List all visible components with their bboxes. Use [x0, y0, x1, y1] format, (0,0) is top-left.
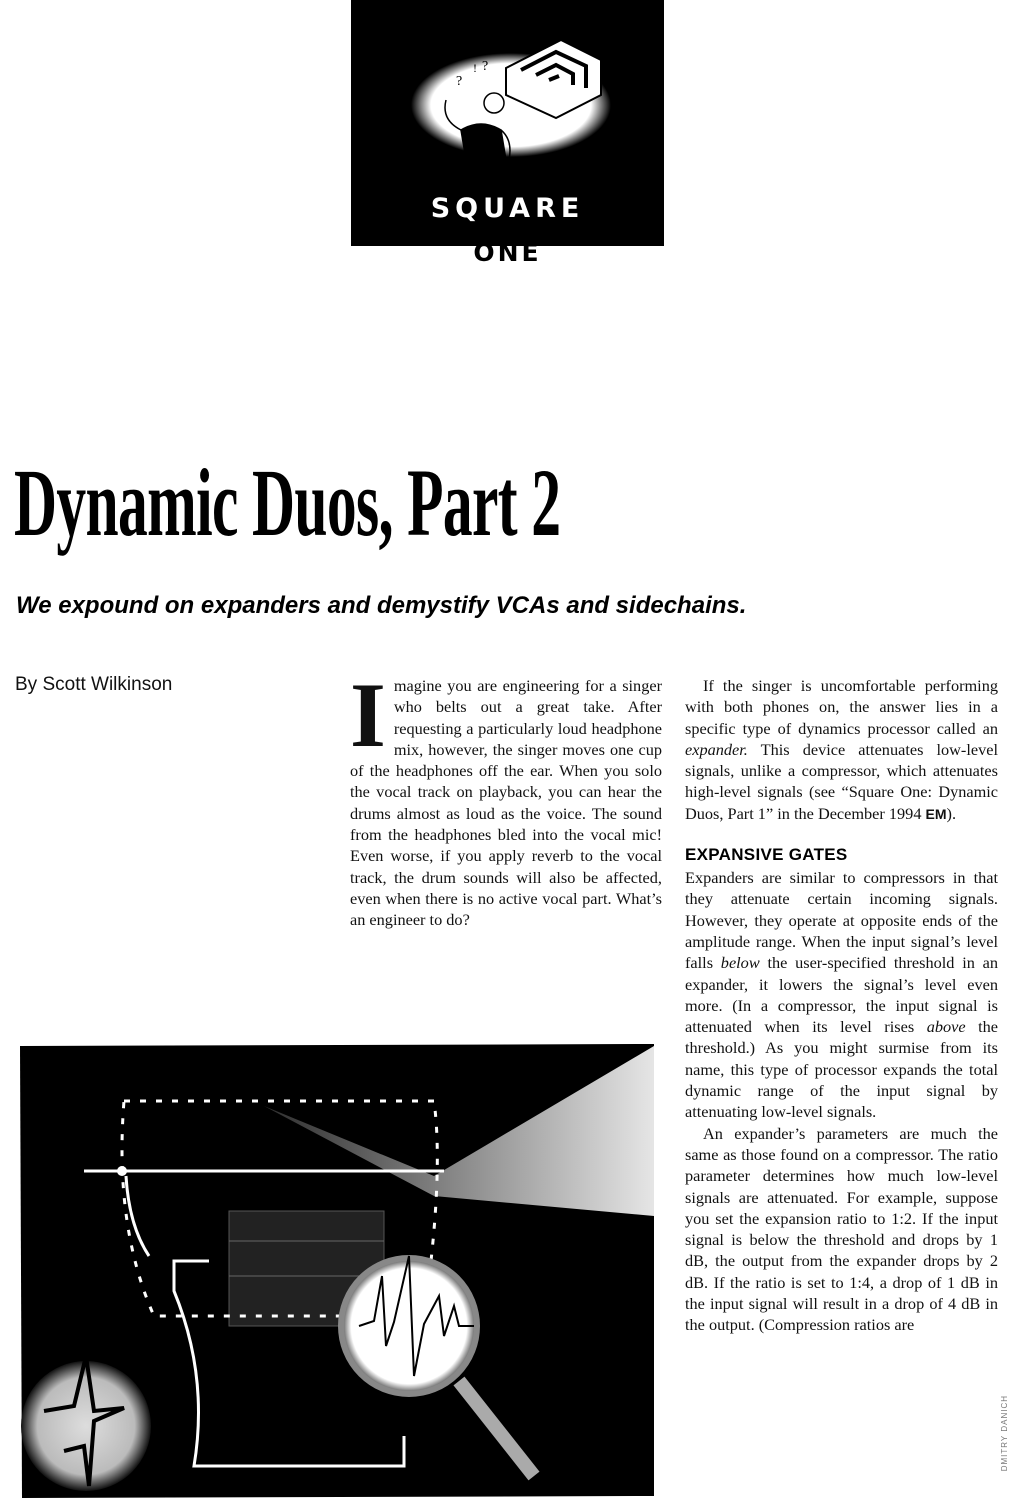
paragraph-text: Expanders are similar to compressors in that they attenuate certain incoming signals. However, they operate at opposite ends of the amplitude range. When the input signal’s level falls	[685, 868, 998, 973]
svg-text:?: ?	[482, 59, 489, 74]
body-paragraph	[350, 664, 662, 931]
body-paragraph	[685, 867, 998, 1123]
body-column-1	[350, 664, 662, 931]
department-title-one: ONE	[473, 243, 542, 266]
body-paragraph: An expander’s parameters are much the same as those found on a compressor. The ratio parameter determines how much low-level signals are attenuated. For example, suppose you set the expansion ratio to 1:2. If the input signal is below the threshold and drops by 1 dB, the output from the expander drops by 2 dB. If the ratio is set to 1:4, a drop of 1 dB in the input signal will result in a drop of 4 dB in the output. (Compression ratios are	[685, 1123, 998, 1335]
svg-text:!: !	[473, 61, 477, 75]
paragraph-text: ).	[946, 803, 957, 823]
expander-signal-flow-illustration	[14, 1026, 664, 1511]
body-column-2	[685, 675, 998, 1336]
paragraph-text: If the singer is uncomfortable performing with both phones on, the answer lies in a specific type of dynamics processor called an	[685, 676, 998, 738]
confused-man-maze-icon	[351, 0, 664, 190]
photo-credit: DMITRY DANICH	[1000, 1395, 1009, 1472]
em-magazine-logo: EM	[925, 805, 947, 822]
paragraph-text: magine you are engineering for a singer who belts out a great take. After requesting a particularly loud headphone mix, however, the singer moves one cup of the headphones off the ear. When you solo the vocal track on playback, you can hear the drums almost as loud as the voice. The sound from the headphones bled into the vocal mic! Even worse, if you apply reverb to the vocal track, the drum sounds will also be affected, even when there is no active vocal part. What’s an engineer to do?	[350, 676, 662, 930]
drop-cap: I	[350, 664, 386, 766]
paragraph-text: the threshold.) As you might surmise from its name, this type of processor expands the total dynamic range of the input signal by attenuating low-level signals.	[685, 1017, 998, 1122]
italic-term: expander.	[685, 739, 748, 759]
paragraph-text: This device attenuates low-level signals, unlike a compressor, which attenuates high-level signals (see “Square One: Dynamic Duos, Part 1” in the December 1994	[685, 739, 998, 823]
svg-text:?: ?	[456, 74, 463, 89]
paragraph-text: the user-specified threshold in an expander, it lowers the signal’s level even more. (In a compressor, the input signal is attenuated when its level rises	[685, 953, 998, 1037]
article-title: Dynamic Duos, Part 2	[14, 449, 561, 556]
department-title-square: SQUARE	[430, 193, 585, 224]
byline: By Scott Wilkinson	[15, 674, 173, 695]
body-paragraph	[685, 675, 998, 825]
italic-term: below	[720, 953, 760, 973]
article-deck: We expound on expanders and demystify VCAs and sidechains.	[16, 592, 747, 619]
section-subhead: EXPANSIVE GATES	[685, 845, 848, 865]
italic-term: above	[926, 1017, 966, 1037]
department-logo	[351, 0, 664, 246]
